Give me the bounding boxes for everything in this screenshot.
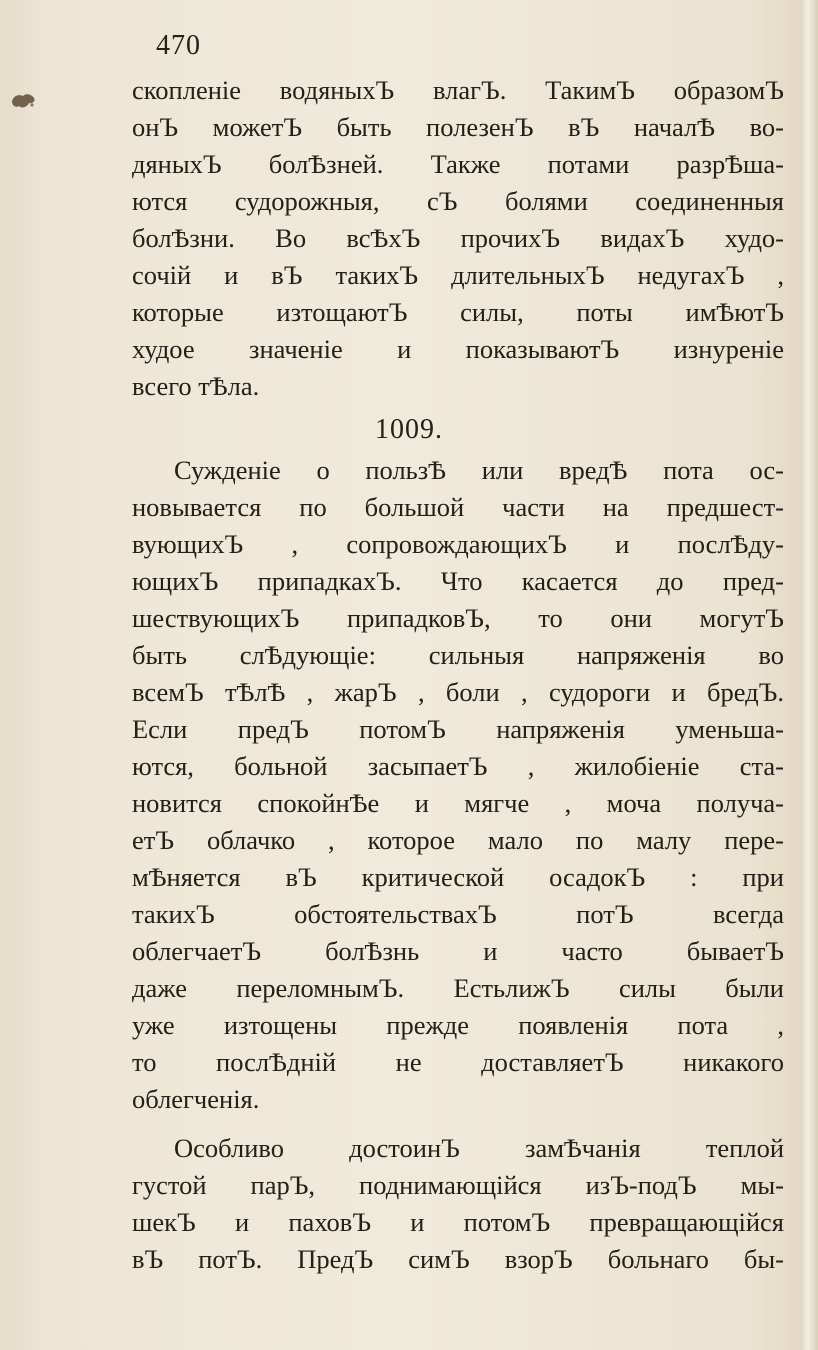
text-line: то послѢдній не доставляетЪ никакого	[132, 1047, 784, 1077]
ink-stain-icon	[10, 92, 36, 110]
text-line: мѢняется вЪ критической осадокЪ : при	[132, 862, 784, 892]
text-line: ются, больной засыпаетЪ , жилобіеніе ста-	[132, 751, 784, 781]
text-line: новывается по большой части на предшест-	[132, 492, 784, 522]
text-line: шекЪ и паховЪ и потомЪ превращающійся	[132, 1207, 784, 1237]
text-line: облегченія.	[132, 1084, 260, 1114]
text-line: уже изтощены прежде появленія пота ,	[132, 1010, 784, 1040]
text-line: ющихЪ припадкахЪ. Что касается до пред-	[132, 566, 784, 596]
text-line: вующихЪ , сопровождающихЪ и послѢду-	[132, 529, 784, 559]
text-line: ются судорожныя, сЪ болями соединенныя	[132, 186, 784, 216]
paragraph-sweat-vapor	[132, 1130, 784, 1278]
text-line: Особливо достоинЪ замѢчанія теплой	[174, 1133, 784, 1163]
text-line: дяныхЪ болѢзней. Также потами разрѢша-	[132, 149, 784, 179]
page-edge	[800, 0, 818, 1350]
text-line: Если предЪ потомЪ напряженія уменьша-	[132, 714, 784, 744]
text-line: етЪ облачко , которое мало по малу пере-	[132, 825, 784, 855]
text-line: худое значеніе и показываютЪ изнуреніе	[132, 334, 784, 364]
text-line: даже переломнымЪ. ЕстьлижЪ силы были	[132, 973, 784, 1003]
text-line: которые изтощаютЪ силы, поты имѢютЪ	[132, 297, 784, 327]
text-line: онЪ можетЪ быть полезенЪ вЪ началѢ во-	[132, 112, 784, 142]
page-number: 470	[156, 30, 201, 61]
paragraph-continued	[132, 72, 784, 405]
section-number: 1009.	[375, 414, 443, 445]
text-line: всемЪ тѢлѢ , жарЪ , боли , судороги и бредЪ.	[132, 677, 784, 707]
text-line: скопленіе водяныхЪ влагЪ. ТакимЪ образомЪ	[132, 75, 784, 105]
text-line: болѢзни. Во всѢхЪ прочихЪ видахЪ худо-	[132, 223, 784, 253]
text-line: новится спокойнѢе и мягче , моча получа-	[132, 788, 784, 818]
text-line: всего тѢла.	[132, 371, 260, 401]
text-line: Сужденіе о пользѢ или вредѢ пота ос-	[174, 455, 784, 485]
text-line: шествующихЪ припадковЪ, то они могутЪ	[132, 603, 784, 633]
text-line: быть слѢдующіе: сильныя напряженія во	[132, 640, 784, 670]
text-line: вЪ потЪ. ПредЪ симЪ взорЪ больнаго бы-	[132, 1244, 784, 1274]
paragraph-section-1009	[132, 452, 784, 1118]
text-line: такихЪ обстоятельствахЪ потЪ всегда	[132, 899, 784, 929]
text-line: облегчаетЪ болѢзнь и часто бываетЪ	[132, 936, 784, 966]
text-line: сочій и вЪ такихЪ длительныхЪ недугахЪ ,	[132, 260, 784, 290]
text-line: густой парЪ, поднимающійся изЪ-подЪ мы-	[132, 1170, 784, 1200]
